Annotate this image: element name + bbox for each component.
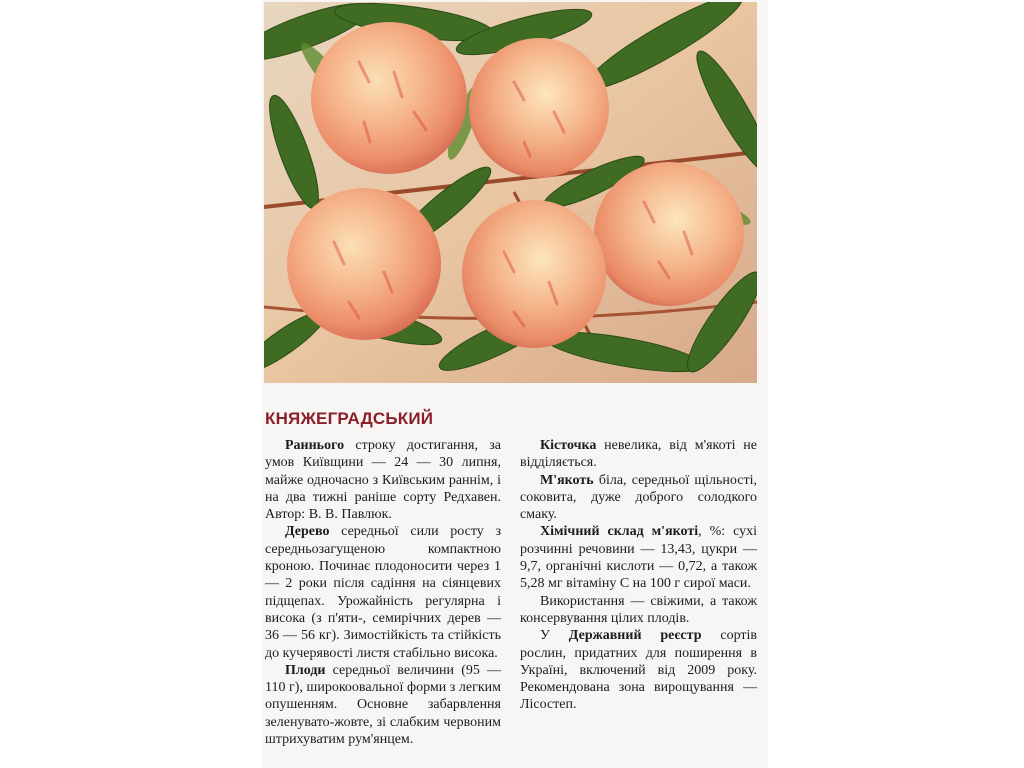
- paragraph-flesh: М'якоть біла, середньої щільності, соковита, дуже доброго солодкого смаку.: [520, 472, 757, 523]
- paragraph-chemistry: Хімічний склад м'якоті, %: сухі розчинні речовини — 13,43, цукри — 9,7, органічні кислоти — 0,72, а також 5,28 мг вітаміну С на 100 г сирої маси.: [520, 524, 757, 592]
- term-tree: Дерево: [285, 524, 330, 540]
- term-flesh: М'якоть: [540, 472, 594, 488]
- book-page: [262, 0, 768, 768]
- variety-title: КНЯЖЕГРАДСЬКИЙ: [265, 409, 434, 428]
- term-ripening: Раннього: [285, 438, 345, 453]
- left-text-column: [265, 437, 501, 748]
- paragraph-stone: Кісточка невелика, від м'якоті не відділяється.: [520, 438, 757, 471]
- paragraph-tree: Дерево середньої сили росту з середньозагущеною компактною кроною. Починає плодоносити через 1 — 2 роки після садіння на сіянцевих підщепах. Урожайність регулярна і висока (з п'яти-, семирічних дерев — 36 — 56 кг). Зимостійкість та стійкість до кучерявості листя стабільно висока.: [265, 524, 501, 661]
- paragraph-fruits: Плоди середньої величини (95 — 110 г), широкоовальної форми з легким опушенням. Основне забарвлення зеленувато-жовте, зі слабким червоним штрихуватим рум'янцем.: [265, 662, 501, 748]
- right-text-column: [520, 437, 757, 714]
- term-stone: Кісточка: [540, 438, 597, 453]
- term-fruits: Плоди: [285, 662, 326, 678]
- peach-photo: [264, 2, 757, 383]
- paragraph-registry: У Державний реєстр сортів рослин, придатних для поширення в Україні, включений від 2009 року. Рекомендована зона вирощування — Лісостеп.: [520, 628, 758, 713]
- paragraph-usage: Використання — свіжими, а також консервування цілих плодів.: [520, 593, 757, 626]
- term-chemistry: Хімічний склад м'якоті: [540, 524, 699, 540]
- paragraph-ripening: Раннього строку достигання, за умов Київщини — 24 — 30 липня, майже одночасно з Київським раннім, і на два тижні раніше сорту Редхавен. Автор: В. В. Павлюк.: [265, 438, 501, 523]
- term-registry: Державний реєстр: [568, 628, 702, 644]
